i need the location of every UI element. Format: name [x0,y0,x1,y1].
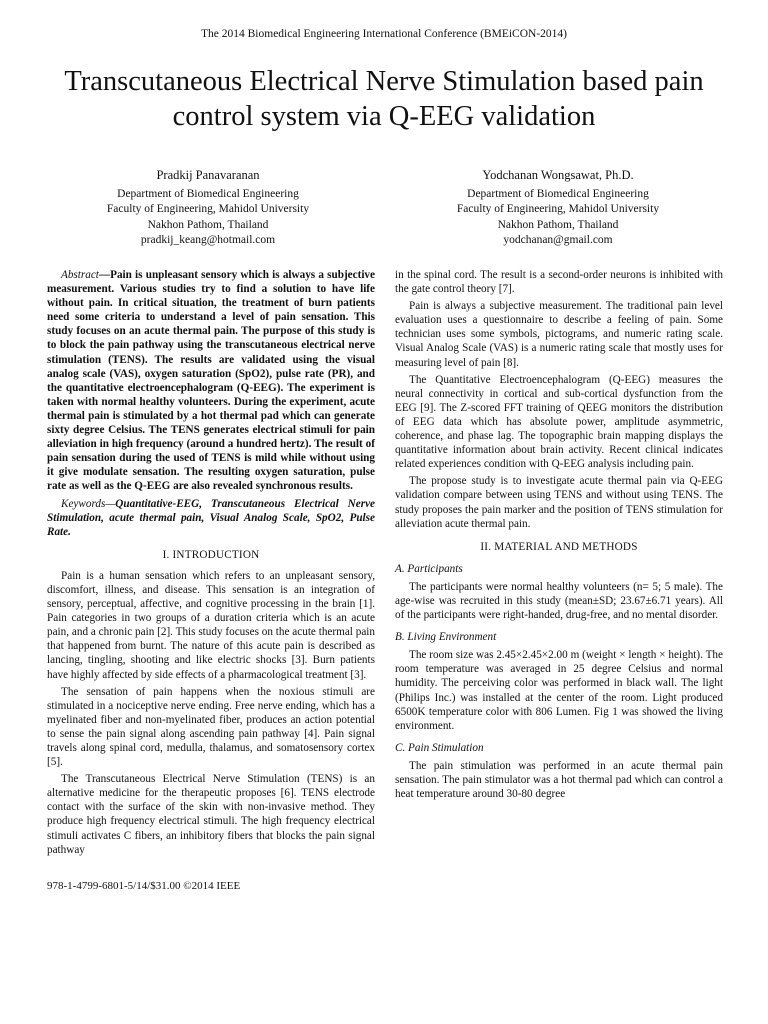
right-column [395,268,723,804]
paragraph: Pain is always a subjective measurement. The traditional pain level evaluation uses a questionnaire to describe a feeling of pain. Some technician uses some symbols, pictograms, and numeric rating scale. Visual Analog Scale (VAS) is a numeric rating scale that mostly uses for measuring level of pain [8]. [395,300,723,369]
paragraph: The room size was 2.45×2.45×2.00 m (weight × length × height). The room temperature was averaged in 25 degree Celsius and normal humidity. The perceiving color was performed in black wall. The light (Philips Inc.) was installed at the center of the room. Light produced 6500K temperature color with 806 Lumen. Fig 1 was showed the living environment. [395,649,723,732]
author-email: yodchanan@gmail.com [503,234,613,246]
author-email: pradkij_keang@hotmail.com [140,234,276,246]
subsection-heading-environment: B. Living Environment [395,631,497,644]
section-heading-methods: II. MATERIAL AND METHODS [480,540,638,553]
keywords-text: Quantitative-EEG, Transcutaneous Electrical Nerve Stimulation, acute thermal pain, Visual Analog Scale, SpO2, Pulse Rate. [47,497,375,538]
author-department: Department of Biomedical Engineering [117,187,299,200]
abstract-text: —Pain is unpleasant sensory which is always a subjective measurement. Various studies try to find a solution to have life without pain. In critical situation, the treatment of burn patients need some criteria to understand a level of pain sensation. This study focuses on an acute thermal pain. The purpose of this study is to block the pain pathway using the transcutaneous electrical nerve stimulation (TENS). The results are validated using the visual analog scale (VAS), oxygen saturation (SpO2), pulse rate (PR), and the quantitative electroencephalogram (Q-EEG). The experiment is taken with normal healthy volunteers. During the experiment, acute thermal pain is stimulated by a hot thermal pad which can generate sixty degree Celsius. The TENS generates electrical stimuli for pain alleviation in high frequency (around a hundred hertz). The result of pain sensation during the used of TENS is mild while without using it give modulate sensation. The resulting oxygen saturation, pulse rate as well as the Q-EEG are also revealed synchronous results. [47,269,375,493]
author-name: Yodchanan Wongsawat, Ph.D. [482,168,634,182]
paragraph: The Transcutaneous Electrical Nerve Stimulation (TENS) is an alternative medicine for the therapeutic proposes [6]. TENS electrode contact with the surface of the skin with non-invasive method. They produce high frequency electrical stimuli. The high frequency electrical stimuli activates C fibers, an inhibitory fibers that blocks the pain signal pathway [47,773,375,856]
abstract [47,268,375,494]
paragraph: The sensation of pain happens when the noxious stimuli are stimulated in a nociceptive nerve ending. Free nerve ending, which has a myelinated fiber and non-myelinated fiber, produces an action potential to sense the pain signal along ascending pain pathway [4]. Pain signal travels along spinal cord, medulla, thalamus, and somatosensory cortex [5]. [47,685,375,769]
paragraph: in the spinal cord. The result is a second-order neurons is inhibited with the gate control theory [7]. [395,269,723,296]
subsection-heading-stimulation: C. Pain Stimulation [395,741,484,754]
paragraph: The Quantitative Electroencephalogram (Q-EEG) measures the neural connectivity in cortical and sub-cortical dysfunction from the EEG [9]. The Z-scored FFT training of QEEG monitors the distribution of EEG data which has absolute power, amplitude asymmetric, coherence, and phase lag. The topographic brain mapping displays the quantitative information about brain activity. Recent clinical indicates related experiences condition with Q-EEG analysis including pain. [395,373,723,471]
conference-header: The 2014 Biomedical Engineering International Conference (BMEiCON-2014) [201,28,567,40]
paper-title: Transcutaneous Electrical Nerve Stimulation based pain control system via Q-EEG validation [64,66,704,132]
section-heading-introduction: I. INTRODUCTION [162,548,260,561]
author-department: Department of Biomedical Engineering [467,187,649,200]
paragraph: The participants were normal healthy volunteers (n= 5; 5 male). The age-wise was recruited in this study (mean±SD; 23.67±6.71 years). All of the participants were right-handed, drug-free, and no mental disorder. [395,580,723,622]
author-city: Nakhon Pathom, Thailand [497,218,619,231]
keywords [47,497,375,539]
copyright-footer: 978-1-4799-6801-5/14/$31.00 ©2014 IEEE [47,880,241,892]
author-name: Pradkij Panavaranan [156,168,260,182]
keywords-label: Keywords— [61,497,116,510]
subsection-heading-participants: A. Participants [395,562,463,575]
paragraph: The propose study is to investigate acute thermal pain via Q-EEG validation compare between using TENS and without using TENS. The study proposes the pain marker and the position of TENS stimulation for alleviation acute thermal pain. [395,475,723,530]
paragraph: Pain is a human sensation which refers to an unpleasant sensory, discomfort, illness, and disease. This sensation is an integration of sensory, perceptual, affective, and cognitive processing in the brain [1]. Pain categories in two groups of a duration criteria which is an acute pain, and a chronic pain [2]. This study focuses on the acute thermal pain that happened from burnt. The nature of this acute pain is described as lancing, tingling, shooting and like electric shocks [3]. Burn patients have highly affected by side effects of a pharmacological treatment [3]. [47,569,375,681]
author-faculty: Faculty of Engineering, Mahidol University [106,203,310,215]
left-column [47,268,375,860]
author-city: Nakhon Pathom, Thailand [147,218,269,231]
abstract-label: Abstract [61,269,99,281]
paragraph: The pain stimulation was performed in an acute thermal pain sensation. The pain stimulator was a hot thermal pad which can control a heat temperature around 30-80 degree [395,759,723,801]
author-block-2 [398,168,718,249]
author-block-1 [48,168,368,249]
author-faculty: Faculty of Engineering, Mahidol University [456,203,660,215]
